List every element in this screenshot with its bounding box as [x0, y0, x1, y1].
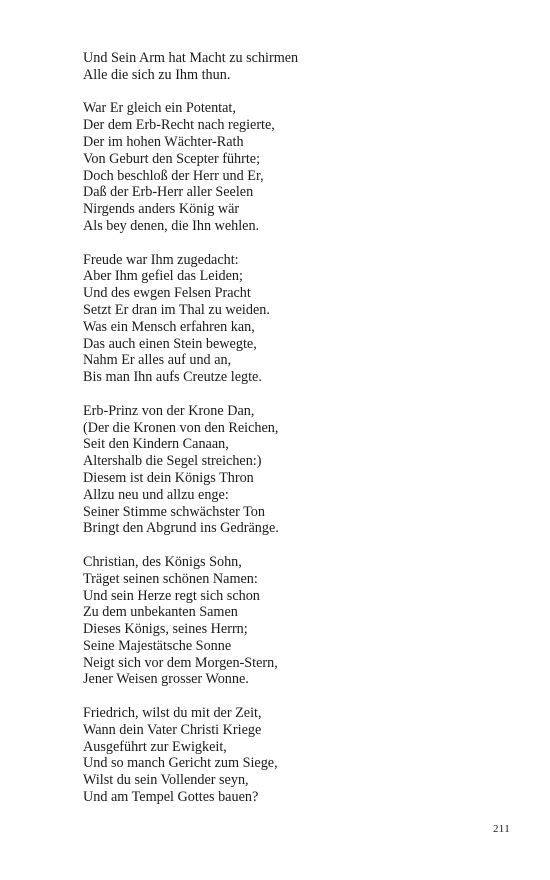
verse-line: Und sein Herze regt sich schon [83, 587, 260, 604]
stanza-4 [83, 403, 503, 537]
verse-line: Friedrich, wilst du mit der Zeit, [83, 705, 262, 722]
verse-line: Altershalb die Segel streichen:) [83, 453, 262, 470]
stanza-2 [83, 100, 503, 234]
verse-line: Ausgeführt zur Ewigkeit, [83, 738, 227, 755]
stanza-6 [83, 705, 503, 806]
verse-line: Neigt sich vor dem Morgen-Stern, [83, 654, 278, 671]
verse-line: Dieses Königs, seines Herrn; [83, 621, 248, 638]
verse-line: Seiner Stimme schwächster Ton [83, 503, 265, 520]
verse-line: Setzt Er dran im Thal zu weiden. [83, 301, 270, 318]
verse-line: Allzu neu und allzu enge: [83, 486, 229, 503]
stanza-3 [83, 252, 503, 386]
verse-line: Daß der Erb-Herr aller Seelen [83, 184, 254, 201]
verse-line: Und am Tempel Gottes bauen? [83, 789, 259, 806]
verse-line: Wann dein Vater Christi Kriege [83, 721, 262, 738]
verse-line: Aber Ihm gefiel das Leiden; [83, 268, 243, 285]
verse-line: Und so manch Gericht zum Siege, [83, 755, 278, 772]
verse-line: Und Sein Arm hat Macht zu schirmen [83, 50, 299, 66]
verse-line: Erb-Prinz von der Krone Dan, [83, 402, 255, 419]
verse-line: Der im hohen Wächter-Rath [83, 133, 244, 150]
verse-line: War Er gleich ein Potentat, [83, 100, 236, 117]
verse-line: Der dem Erb-Recht nach regierte, [83, 117, 275, 134]
verse-line: Das auch einen Stein bewegte, [83, 335, 257, 352]
verse-line: Alle die sich zu Ihm thun. [83, 66, 231, 83]
verse-line: Und des ewgen Felsen Pracht [83, 285, 251, 302]
page-number: 211 [493, 823, 510, 835]
verse-line: Wilst du sein Vollender seyn, [83, 772, 249, 789]
stanza-1 [83, 50, 503, 84]
verse-line: Bis man Ihn aufs Creutze legte. [83, 369, 262, 386]
verse-line: Nahm Er alles auf und an, [83, 352, 232, 369]
poem-body [83, 50, 503, 823]
verse-line: Zu dem unbekanten Samen [83, 604, 238, 621]
verse-line: Jener Weisen grosser Wonne. [83, 671, 249, 688]
stanza-5 [83, 554, 503, 688]
verse-line: Christian, des Königs Sohn, [83, 553, 242, 570]
verse-line: Diesem ist dein Königs Thron [83, 469, 254, 486]
verse-line: Von Geburt den Scepter führte; [83, 150, 261, 167]
verse-line: Als bey denen, die Ihn wehlen. [83, 217, 260, 234]
verse-line: Seit den Kindern Canaan, [83, 436, 229, 453]
verse-line: Was ein Mensch erfahren kan, [83, 318, 255, 335]
verse-line: Bringt den Abgrund ins Gedränge. [83, 520, 279, 537]
verse-line: Nirgends anders König wär [83, 201, 240, 218]
verse-line: (Der die Kronen von den Reichen, [83, 419, 279, 436]
verse-line: Seine Majestätsche Sonne [83, 637, 232, 654]
verse-line: Träget seinen schönen Namen: [83, 570, 258, 587]
verse-line: Freude war Ihm zugedacht: [83, 251, 239, 268]
verse-line: Doch beschloß der Herr und Er, [83, 167, 264, 184]
